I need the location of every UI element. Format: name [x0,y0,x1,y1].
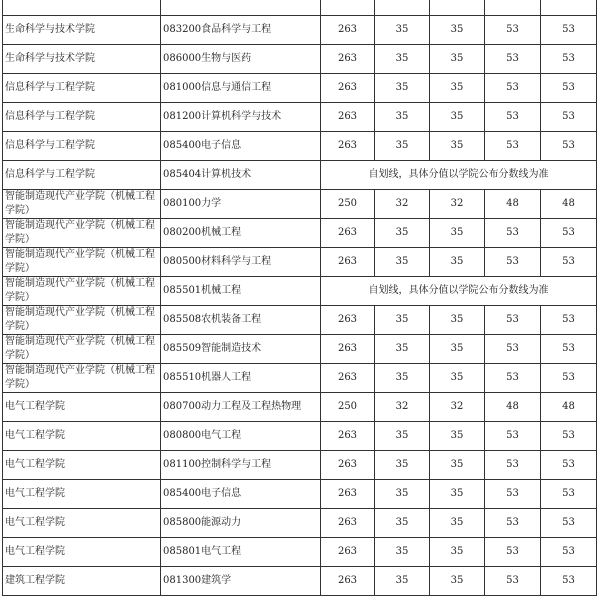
major-cell: 085400电子信息 [161,132,321,161]
college-cell: 智能制造现代产业学院（机械工程学院） [3,306,161,335]
table-row [3,509,597,538]
score-cell: 53 [541,248,597,277]
score-cell: 263 [321,335,375,364]
table-row-partial-top [3,0,597,16]
major-cell: 081100控制科学与工程 [161,451,321,480]
major-cell: 080500材料科学与工程 [161,248,321,277]
score-cell: 53 [485,509,541,538]
score-cell: 53 [485,306,541,335]
college-cell: 电气工程学院 [3,422,161,451]
score-cell: 35 [430,335,485,364]
score-cell: 53 [541,364,597,393]
major-cell: 081000信息与通信工程 [161,74,321,103]
score-cell: 263 [321,74,375,103]
table-row [3,190,597,219]
score-cell: 53 [541,480,597,509]
score-cell: 263 [321,567,375,596]
table-row [3,567,597,596]
college-cell: 智能制造现代产业学院（机械工程学院） [3,219,161,248]
score-cell: 32 [375,393,430,422]
table-row [3,480,597,509]
score-cell: 53 [485,538,541,567]
score-cell: 35 [375,103,430,132]
score-cell: 35 [430,74,485,103]
score-cell: 53 [485,132,541,161]
table-row [3,132,597,161]
table-cell [375,0,430,16]
table-row [3,335,597,364]
score-cell: 35 [430,219,485,248]
college-cell: 生命科学与技术学院 [3,45,161,74]
college-cell: 信息科学与工程学院 [3,103,161,132]
score-cell: 48 [541,393,597,422]
score-cell: 53 [541,132,597,161]
score-cell: 35 [375,16,430,45]
table-cell [430,0,485,16]
score-cell: 35 [430,422,485,451]
score-cell: 35 [375,248,430,277]
score-cell: 35 [430,538,485,567]
table-row [3,451,597,480]
table-row [3,103,597,132]
college-cell: 电气工程学院 [3,509,161,538]
major-cell: 085800能源动力 [161,509,321,538]
score-cell: 35 [375,422,430,451]
table-row [3,16,597,45]
major-cell: 083200食品科学与工程 [161,16,321,45]
table-row [3,393,597,422]
score-cell: 35 [375,364,430,393]
major-cell: 080800电气工程 [161,422,321,451]
college-cell: 电气工程学院 [3,451,161,480]
score-cell: 263 [321,16,375,45]
score-cell: 53 [485,16,541,45]
score-cell: 35 [375,74,430,103]
score-cell: 53 [541,103,597,132]
score-cell: 53 [485,45,541,74]
score-cell: 53 [541,451,597,480]
score-cell: 32 [430,190,485,219]
score-cell: 35 [430,132,485,161]
major-cell: 085508农机装备工程 [161,306,321,335]
score-cell: 53 [541,422,597,451]
score-cell: 35 [430,45,485,74]
table-row [3,74,597,103]
score-cell: 53 [541,45,597,74]
college-cell: 信息科学与工程学院 [3,161,161,190]
score-cell: 35 [430,451,485,480]
score-cell: 263 [321,509,375,538]
table-row [3,219,597,248]
score-cell: 35 [430,248,485,277]
score-cell: 35 [375,451,430,480]
major-cell: 085509智能制造技术 [161,335,321,364]
major-cell: 081200计算机科学与技术 [161,103,321,132]
score-cell: 32 [430,393,485,422]
major-cell: 081300建筑学 [161,567,321,596]
table-row [3,248,597,277]
score-cell: 35 [430,364,485,393]
major-cell: 085501机械工程 [161,277,321,306]
score-cell: 35 [375,306,430,335]
major-cell: 080200机械工程 [161,219,321,248]
score-cell: 35 [430,16,485,45]
score-cell: 53 [485,451,541,480]
table-cell [321,0,375,16]
score-cell: 35 [375,509,430,538]
score-cell: 35 [375,45,430,74]
score-cell: 53 [485,248,541,277]
major-cell: 085404计算机技术 [161,161,321,190]
table-row [3,422,597,451]
score-cell: 35 [375,335,430,364]
table-cell [161,0,321,16]
college-cell: 生命科学与技术学院 [3,16,161,45]
score-cell: 250 [321,393,375,422]
score-cell: 35 [430,567,485,596]
self-set-line-note: 自划线，具体分值以学院公布分数线为准 [321,161,597,190]
table-row [3,538,597,567]
score-cell: 53 [485,335,541,364]
score-cell: 53 [541,74,597,103]
college-cell: 智能制造现代产业学院（机械工程学院） [3,248,161,277]
score-cell: 263 [321,103,375,132]
score-cell: 53 [541,335,597,364]
score-cell: 48 [541,190,597,219]
score-cell: 53 [541,16,597,45]
score-cell: 263 [321,45,375,74]
table-cell [485,0,541,16]
table-row [3,161,597,190]
score-table-body [3,0,597,596]
score-cell: 35 [375,538,430,567]
major-cell: 085801电气工程 [161,538,321,567]
major-cell: 086000生物与医药 [161,45,321,74]
college-cell: 信息科学与工程学院 [3,74,161,103]
score-cell: 53 [485,364,541,393]
table-row [3,364,597,393]
college-cell: 电气工程学院 [3,393,161,422]
score-cell: 250 [321,190,375,219]
score-cell: 263 [321,248,375,277]
table-row [3,277,597,306]
score-cell: 263 [321,451,375,480]
score-cell: 263 [321,306,375,335]
score-cell: 53 [485,103,541,132]
score-cell: 263 [321,480,375,509]
score-cell: 35 [375,567,430,596]
score-cell: 48 [485,393,541,422]
major-cell: 085510机器人工程 [161,364,321,393]
score-cell: 53 [485,74,541,103]
score-cell: 53 [541,509,597,538]
score-cell: 35 [430,103,485,132]
score-cell: 35 [375,219,430,248]
score-cell: 53 [485,480,541,509]
score-cell: 53 [485,567,541,596]
table-row [3,306,597,335]
self-set-line-note: 自划线，具体分值以学院公布分数线为准 [321,277,597,306]
score-cell: 53 [541,306,597,335]
score-cell: 53 [541,567,597,596]
score-cell: 53 [485,422,541,451]
score-cell: 263 [321,422,375,451]
score-cell: 35 [430,509,485,538]
score-cell: 35 [375,480,430,509]
table-cell [541,0,597,16]
score-cell: 263 [321,538,375,567]
score-cell: 53 [541,219,597,248]
major-cell: 080700动力工程及工程热物理 [161,393,321,422]
table-cell [3,0,161,16]
score-cell: 263 [321,132,375,161]
college-cell: 智能制造现代产业学院（机械工程学院） [3,335,161,364]
college-cell: 智能制造现代产业学院（机械工程学院） [3,364,161,393]
major-cell: 085400电子信息 [161,480,321,509]
table-row [3,45,597,74]
score-cell: 48 [485,190,541,219]
score-table [2,0,597,596]
major-cell: 080100力学 [161,190,321,219]
score-cell: 53 [541,538,597,567]
college-cell: 智能制造现代产业学院（机械工程学院） [3,190,161,219]
score-cell: 35 [375,132,430,161]
college-cell: 建筑工程学院 [3,567,161,596]
college-cell: 电气工程学院 [3,480,161,509]
score-cell: 53 [485,219,541,248]
score-cell: 32 [375,190,430,219]
score-cell: 263 [321,219,375,248]
score-cell: 35 [430,480,485,509]
college-cell: 电气工程学院 [3,538,161,567]
score-cell: 263 [321,364,375,393]
college-cell: 智能制造现代产业学院（机械工程学院） [3,277,161,306]
score-cell: 35 [430,306,485,335]
college-cell: 信息科学与工程学院 [3,132,161,161]
